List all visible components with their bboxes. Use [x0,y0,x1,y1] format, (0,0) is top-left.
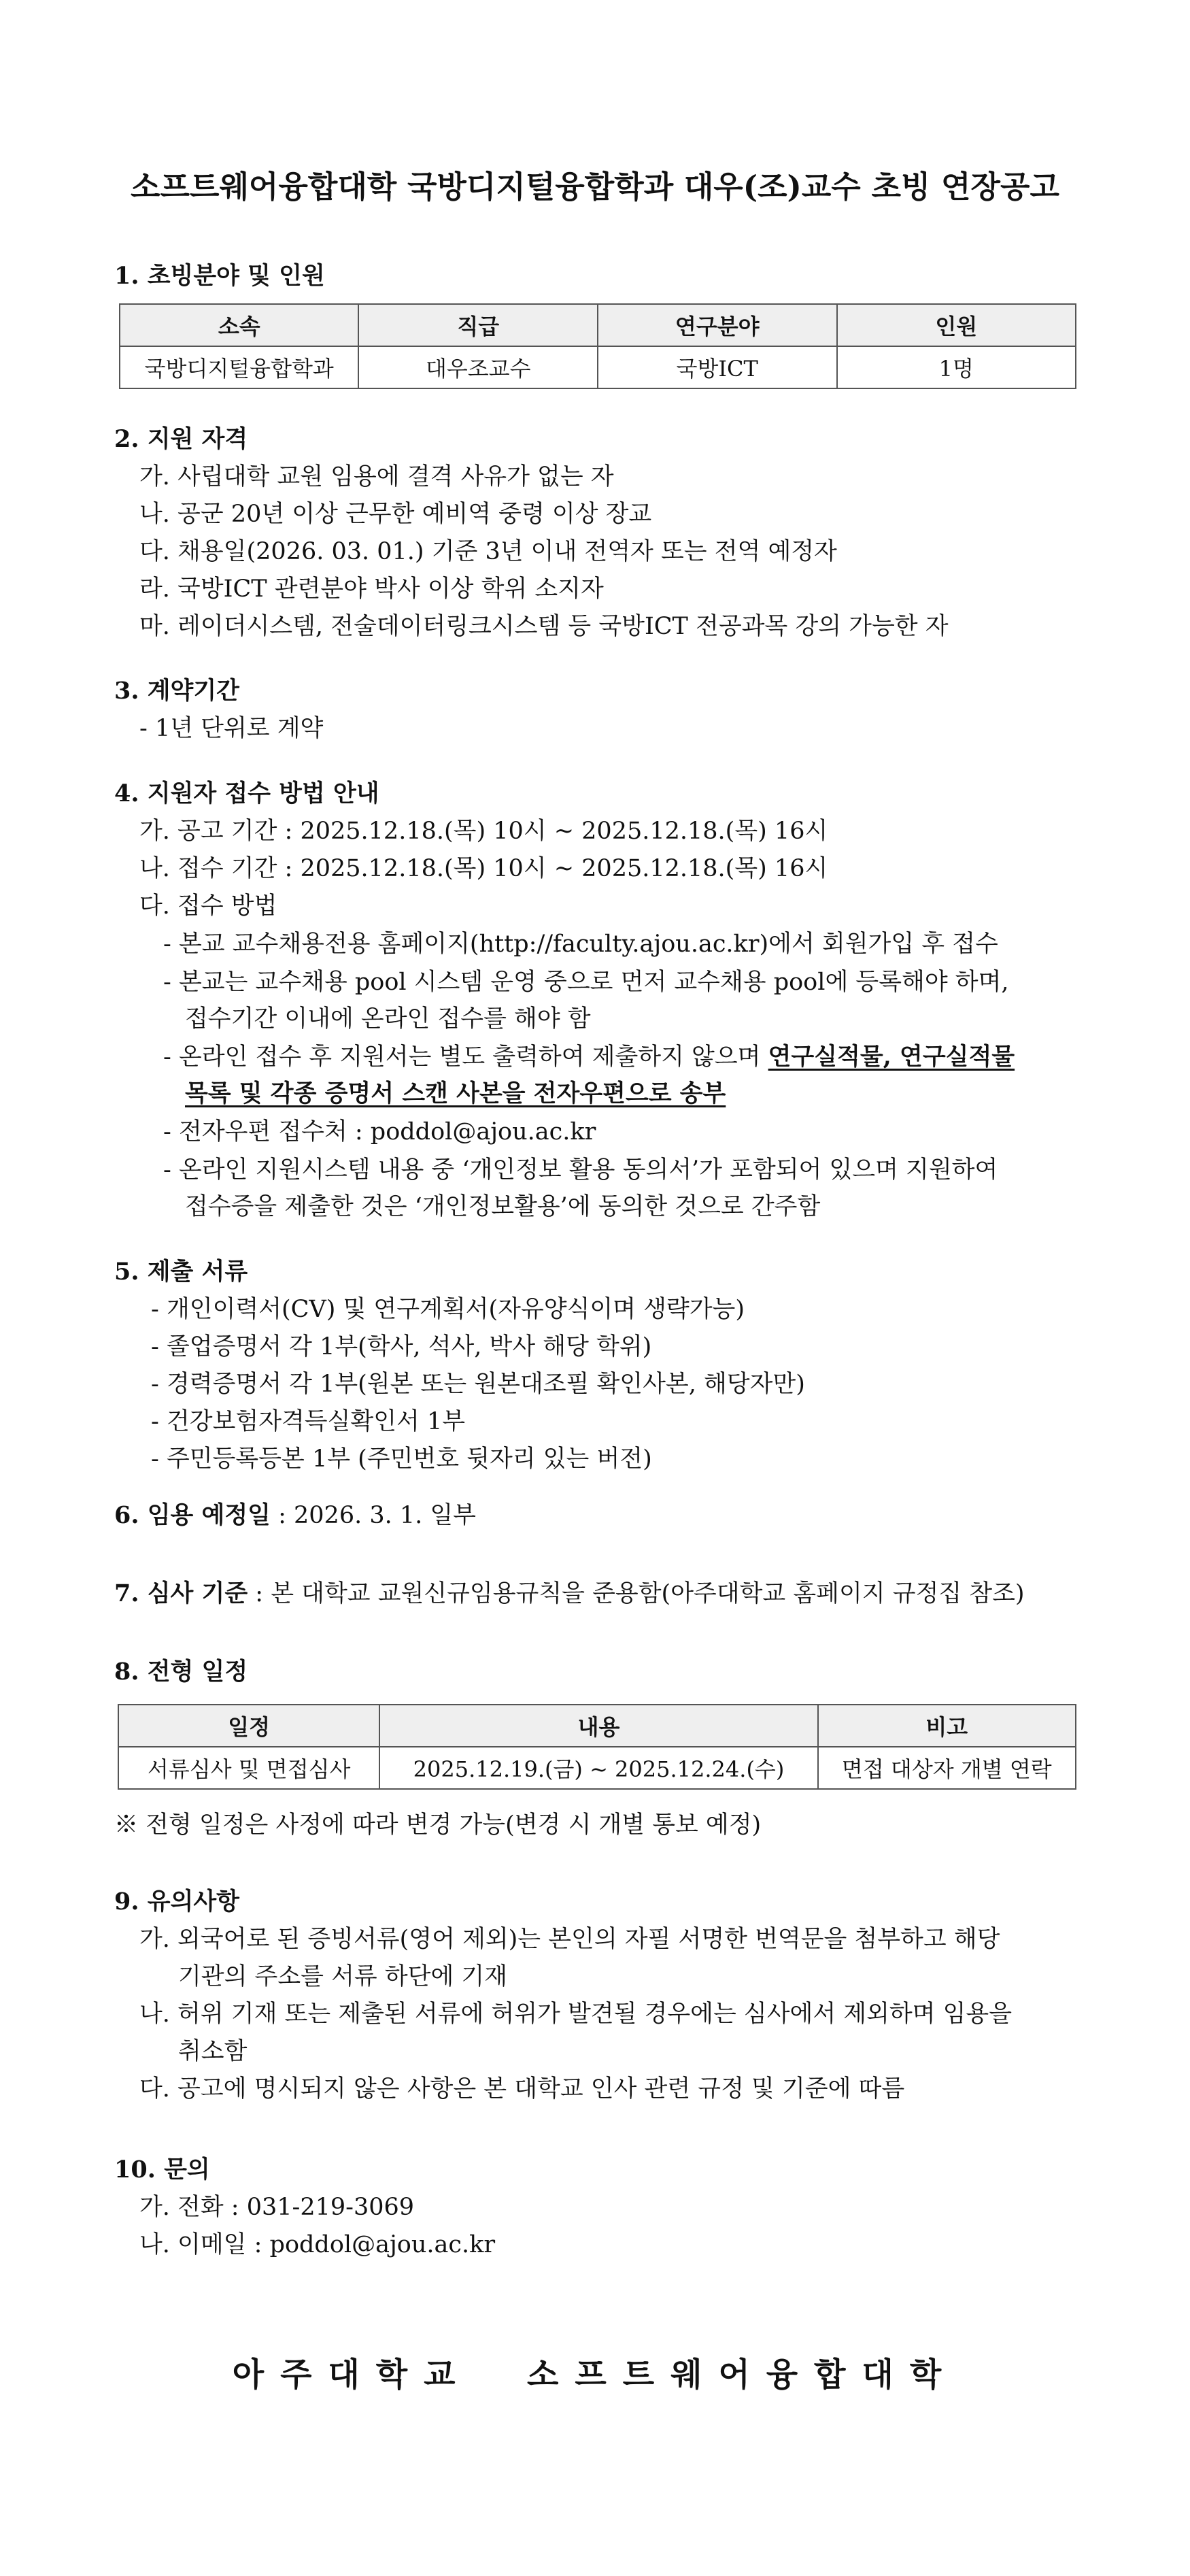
table-cell: 2025.12.19.(금) ~ 2025.12.24.(수) [379,1747,817,1789]
list-item-text: - 온라인 접수 후 지원서는 별도 출력하여 제출하지 않으며 [163,1043,768,1071]
section-6-value: : 2026. 3. 1. 일부 [270,1502,476,1529]
table-cell: 서류심사 및 면접심사 [118,1747,379,1789]
list-item: 마. 레이더시스템, 전술데이터링크시스템 등 국방ICT 전공과목 강의 가능한 자 [139,613,949,640]
page-title: 소프트웨어융합대학 국방디지털융합학과 대우(조)교수 초빙 연장공고 [131,169,1059,205]
list-item-cont: 접수기간 이내에 온라인 접수를 해야 함 [185,1005,591,1033]
list-item: 가. 외국어로 된 증빙서류(영어 제외)는 본인의 자필 서명한 번역문을 첨부하고 해당 [139,1926,1000,1953]
table-cell: 국방디지털융합학과 [120,346,358,388]
list-item: 나. 공군 20년 이상 근무한 예비역 중령 이상 장교 [139,501,652,528]
section-8-heading: 8. 전형 일정 [114,1658,248,1686]
list-item-cont: 취소함 [178,2038,248,2065]
list-item: - 본교 교수채용전용 홈페이지(http://faculty.ajou.ac.kr)에서 회원가입 후 접수 [163,931,998,958]
section-9-heading: 9. 유의사항 [114,1888,239,1916]
section-2-heading: 2. 지원 자격 [114,425,248,453]
section-4-heading: 4. 지원자 접수 방법 안내 [114,780,379,807]
contact-phone: 가. 전화 : 031-219-3069 [139,2194,415,2221]
table-header: 직급 [358,304,597,346]
section-7 [114,1575,1025,1609]
table-header: 인원 [837,304,1076,346]
schedule-table [118,1704,1076,1790]
table-header: 일정 [118,1705,379,1747]
list-item: 다. 공고에 명시되지 않은 사항은 본 대학교 인사 관련 규정 및 기준에 따름 [139,2075,905,2103]
schedule-note: ※ 전형 일정은 사정에 따라 변경 가능(변경 시 개별 통보 예정) [114,1811,762,1839]
table-row [118,1747,1076,1789]
list-item: 라. 국방ICT 관련분야 박사 이상 학위 소지자 [139,575,604,603]
application-method-label: 다. 접수 방법 [139,892,277,920]
section-6 [114,1496,476,1530]
table-header-row [118,1705,1076,1747]
list-item: - 주민등록등본 1부 (주민번호 뒷자리 있는 버전) [151,1445,652,1473]
table-cell: 면접 대상자 개별 연락 [818,1747,1076,1789]
issuer-signature: 아주대학교 소프트웨어융합대학 [232,2356,958,2394]
list-item: - 개인이력서(CV) 및 연구계획서(자유양식이며 생략가능) [151,1296,745,1323]
list-item: - 1년 단위로 계약 [139,715,324,742]
list-item: 나. 허위 기재 또는 제출된 서류에 허위가 발견될 경우에는 심사에서 제외하며 임용을 [139,2001,1013,2028]
table-cell: 1명 [837,346,1076,388]
application-period: 나. 접수 기간 : 2025.12.18.(목) 10시 ~ 2025.12.18.(목) 16시 [139,855,828,882]
list-item: - 졸업증명서 각 1부(학사, 석사, 박사 해당 학위) [151,1333,652,1360]
section-6-label: 6. 임용 예정일 [114,1501,271,1529]
list-item-cont: 기관의 주소를 서류 하단에 기재 [178,1963,508,1990]
section-5-heading: 5. 제출 서류 [114,1258,248,1286]
list-item-cont [185,1075,726,1109]
section-3-heading: 3. 계약기간 [114,677,239,705]
list-item [163,1038,1015,1072]
table-header: 소속 [120,304,358,346]
table-header: 연구분야 [598,304,837,346]
table-cell: 대우조교수 [358,346,597,388]
notice-period: 가. 공고 기간 : 2025.12.18.(목) 10시 ~ 2025.12.18.(목) 16시 [139,818,828,845]
list-item: 가. 사립대학 교원 임용에 결격 사유가 없는 자 [139,463,614,490]
section-7-label: 7. 심사 기준 [114,1579,248,1607]
table-header: 비고 [818,1705,1076,1747]
list-item: - 온라인 지원시스템 내용 중 ‘개인정보 활용 동의서’가 포함되어 있으며 지원하여 [163,1156,998,1184]
list-item: - 경력증명서 각 1부(원본 또는 원본대조필 확인사본, 해당자만) [151,1371,805,1398]
emphasis-text: 연구실적물, 연구실적물 [768,1043,1015,1071]
list-item: - 전자우편 접수처 : poddol@ajou.ac.kr [163,1118,596,1145]
table-cell: 국방ICT [598,346,837,388]
section-10-heading: 10. 문의 [114,2156,210,2184]
emphasis-text: 목록 및 각종 증명서 스캔 사본을 전자우편으로 송부 [185,1080,726,1107]
section-1-heading: 1. 초빙분야 및 인원 [114,262,325,290]
section-7-value: : 본 대학교 교원신규임용규칙을 준용함(아주대학교 홈페이지 규정집 참조) [248,1580,1025,1607]
list-item: - 본교는 교수채용 pool 시스템 운영 중으로 먼저 교수채용 pool에 등록해야 하며, [163,969,1009,996]
list-item-cont: 접수증을 제출한 것은 ‘개인정보활용’에 동의한 것으로 간주함 [185,1193,821,1220]
list-item: - 건강보험자격득실확인서 1부 [151,1408,466,1435]
contact-email: 나. 이메일 : poddol@ajou.ac.kr [139,2231,496,2258]
table-row [120,346,1076,388]
table-header-row [120,304,1076,346]
table-header: 내용 [379,1705,817,1747]
list-item: 다. 채용일(2026. 03. 01.) 기준 3년 이내 전역자 또는 전역 예정자 [139,538,837,565]
recruit-table [119,303,1076,389]
